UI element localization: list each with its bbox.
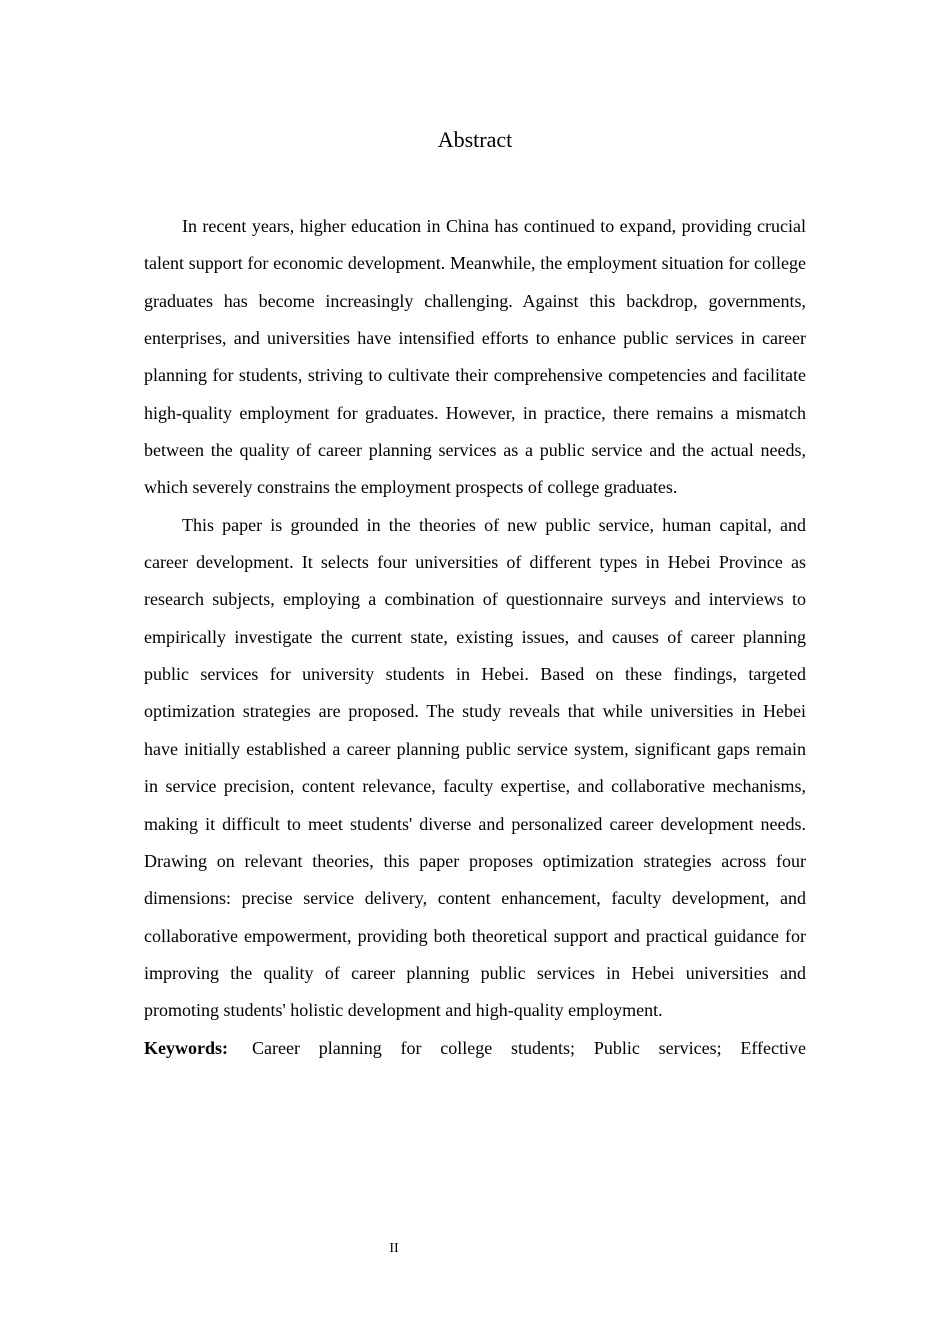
page-title: Abstract bbox=[437, 127, 513, 152]
abstract-paragraph-2: This paper is grounded in the theories of new public service, human capital, and career development. It selects four universities of different types in Hebei Province as research subjects, employing a combination of questionnaire surveys and interviews to empirically investigate the current state, existing issues, and causes of career planning public services for university students in Hebei. Based on these findings, targeted optimization strategies are proposed. The study reveals that while universities in Hebei have initially established a career planning public service system, significant gaps remain in service precision, content relevance, faculty expertise, and collaborative mechanisms, making it difficult to meet students' diverse and personalized career development needs. Drawing on relevant theories, this paper proposes optimization strategies across four dimensions: precise service delivery, content enhancement, faculty development, and collaborative empowerment, providing both theoretical support and practical guidance for improving the quality of career planning public services in Hebei universities and promoting students' holistic development and high-quality employment. bbox=[144, 514, 806, 1021]
keywords-label: Keywords: bbox=[144, 1037, 228, 1058]
abstract-body bbox=[144, 208, 806, 1067]
keywords-line bbox=[144, 1030, 806, 1067]
keywords-text: Career planning for college students; Public services; Effective bbox=[252, 1037, 806, 1058]
page-number: II bbox=[389, 1241, 399, 1256]
abstract-paragraph-1: In recent years, higher education in China has continued to expand, providing crucial talent support for economic development. Meanwhile, the employment situation for college graduates has become increasingly challenging. Against this backdrop, governments, enterprises, and universities have intensified efforts to enhance public services in career planning for students, striving to cultivate their comprehensive competencies and facilitate high-quality employment for graduates. However, in practice, there remains a mismatch between the quality of career planning services as a public service and the actual needs, which severely constrains the employment prospects of college graduates. bbox=[144, 216, 806, 498]
